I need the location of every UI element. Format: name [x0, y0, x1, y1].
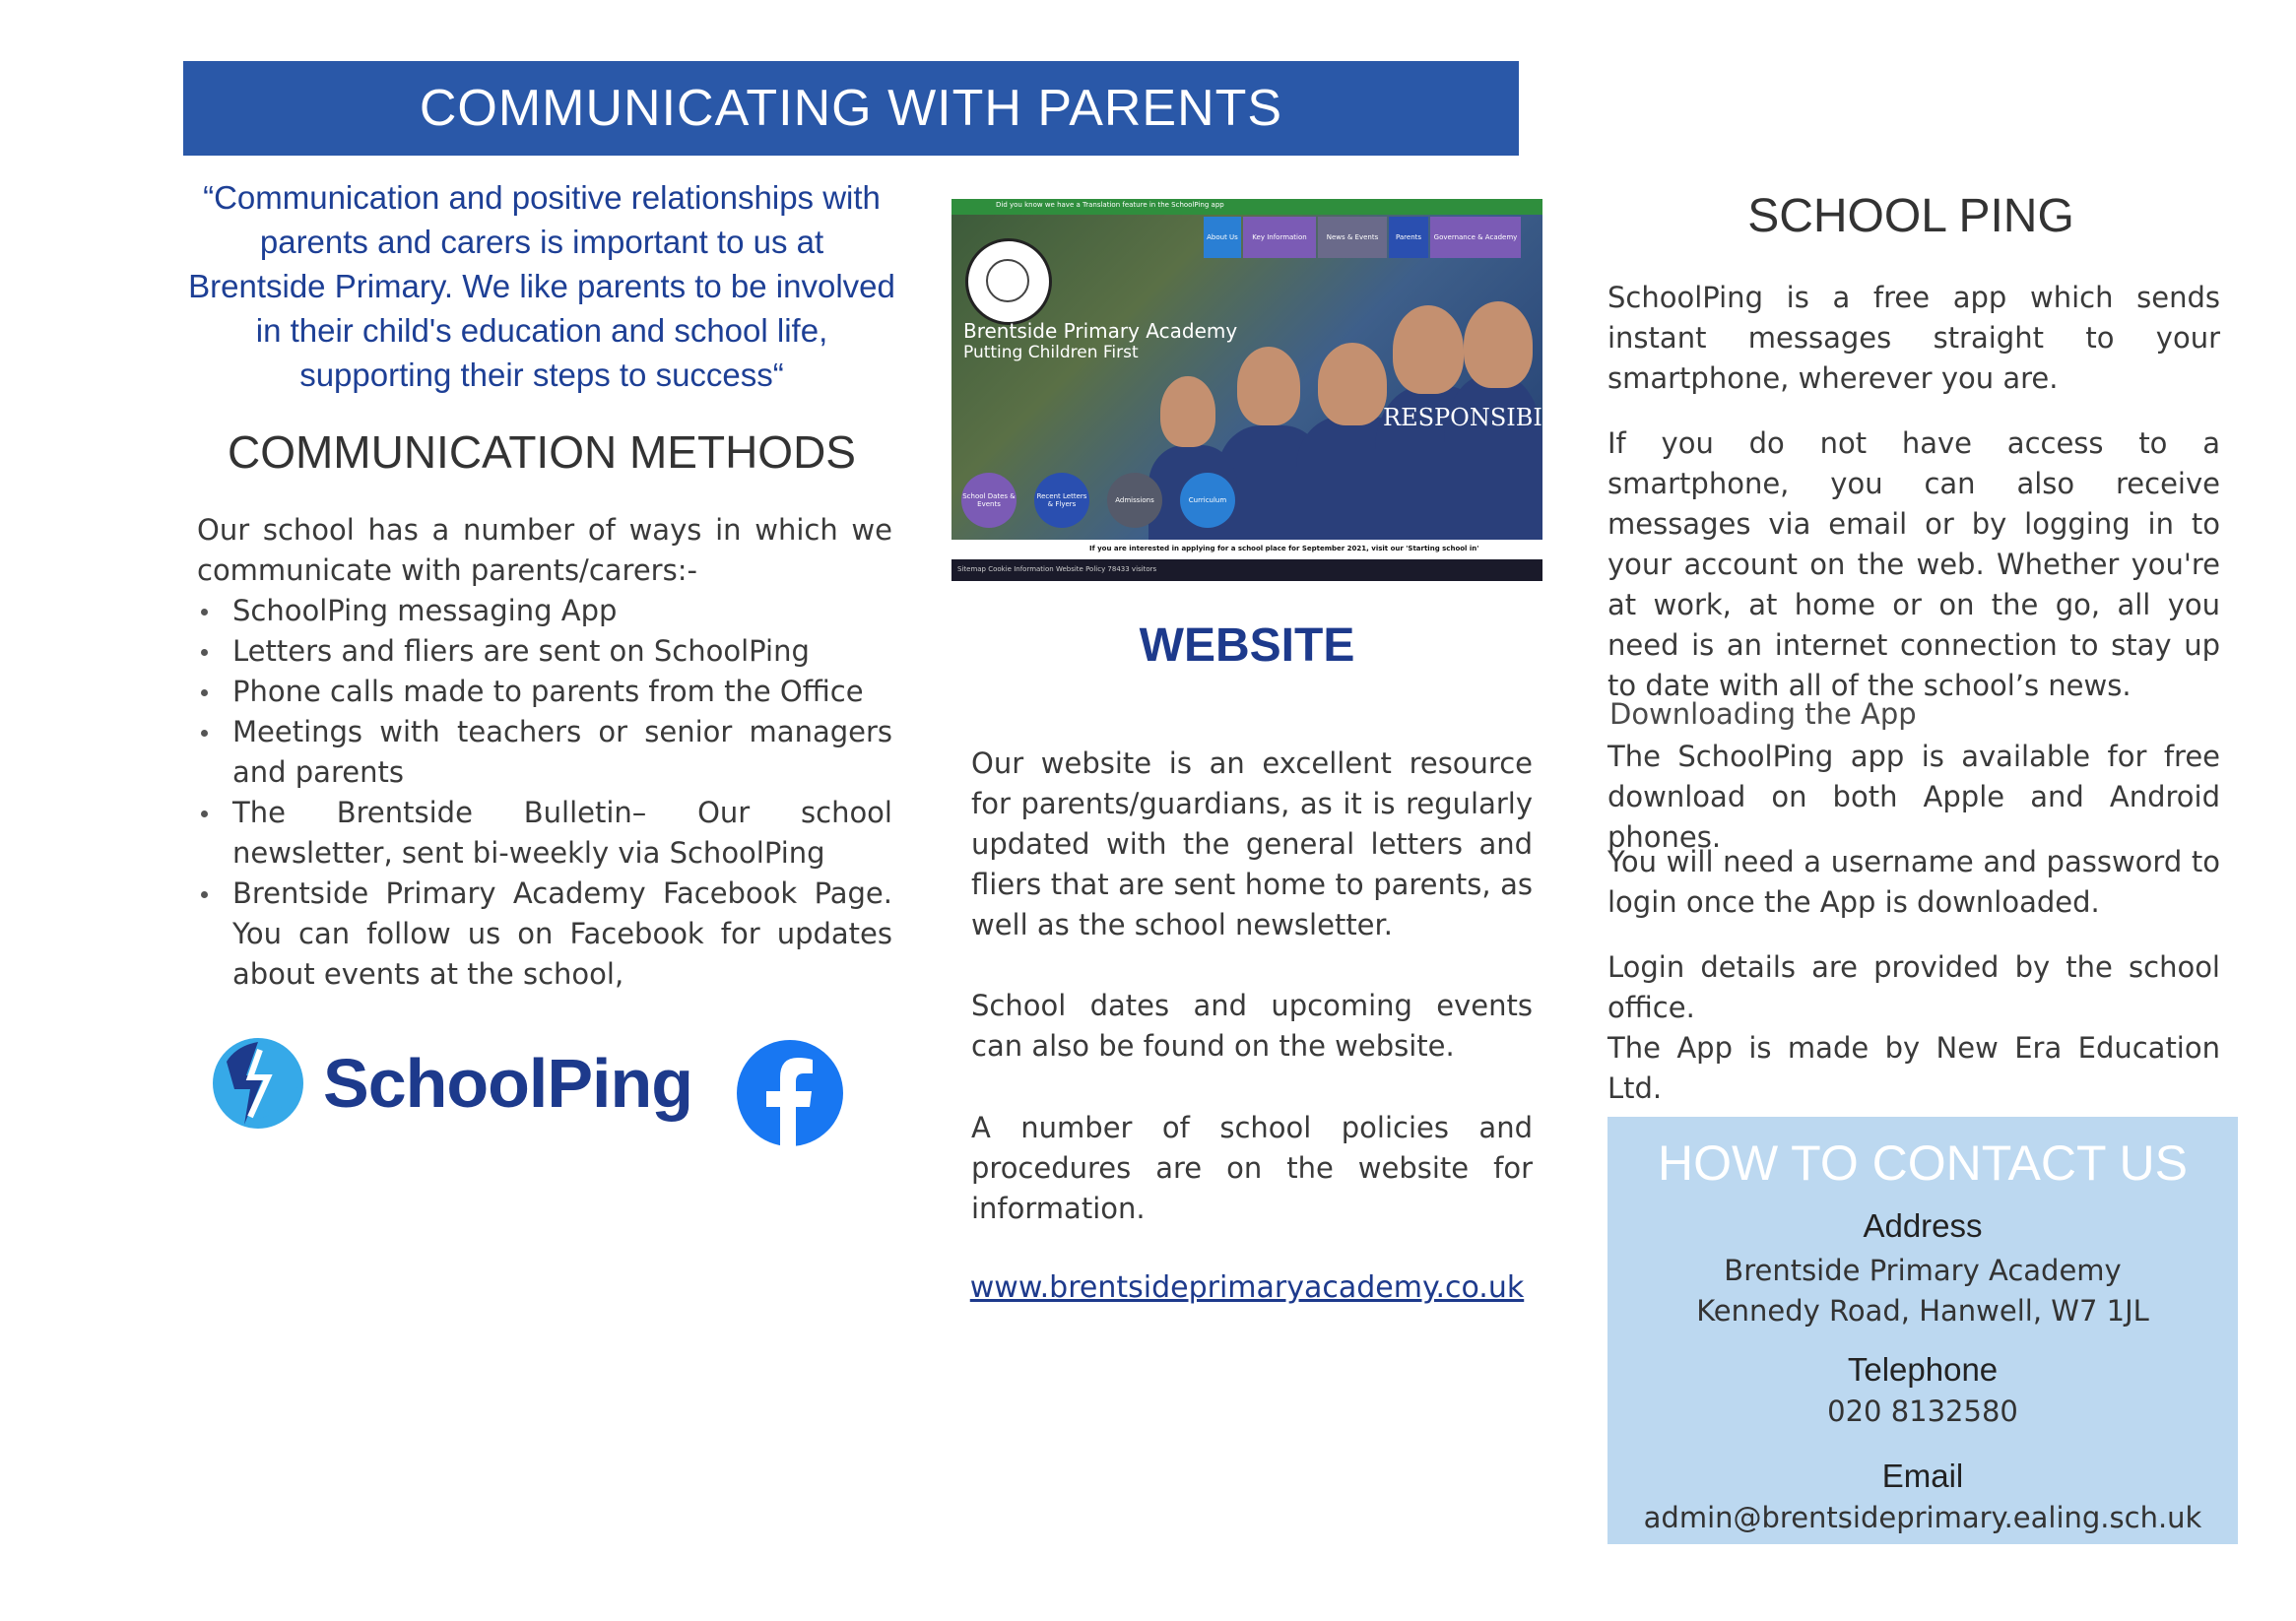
- website-screenshot: [951, 199, 1600, 581]
- list-item: The Brentside Bulletin– Our school newsletter, sent bi-weekly via SchoolPing: [197, 793, 892, 874]
- photo-child: [1393, 305, 1464, 394]
- schoolping-wordmark: SchoolPing: [323, 1045, 692, 1122]
- photo-child: [1237, 347, 1300, 425]
- photo-child: [1318, 343, 1387, 425]
- list-item: Meetings with teachers or senior managers and parents: [197, 712, 892, 793]
- page-title: COMMUNICATING WITH PARENTS: [419, 80, 1283, 137]
- email-value[interactable]: admin@brentsideprimary.ealing.sch.uk: [1643, 1501, 2202, 1534]
- schoolping-paragraph-6: The App is made by New Era Education Ltd.: [1607, 1031, 2220, 1105]
- website-heading: WEBSITE: [1139, 619, 1355, 672]
- list-item: Brentside Primary Academy Facebook Page. You can follow us on Facebook for updates about events at the school,: [197, 874, 892, 995]
- schoolping-paragraph-5: Login details are provided by the school office.: [1607, 950, 2220, 1024]
- schoolping-paragraph-3: The SchoolPing app is available for free download on both Apple and Android phones.: [1607, 740, 2220, 854]
- website-tagline: Putting Children First: [963, 343, 1139, 362]
- website-paragraph-1: Our website is an excellent resource for parents/guardians, as it is regularly updated with the general letters and fliers that are sent home to parents, as well as the school newsletter.: [971, 746, 1533, 941]
- website-paragraph-2: School dates and upcoming events can also be found on the website.: [971, 989, 1533, 1063]
- list-item: Phone calls made to parents from the Office: [197, 672, 892, 712]
- telephone-label: Telephone: [1847, 1351, 1999, 1388]
- school-quote: “Communication and positive relationships with parents and carers is important to us at Brentside Primary. We like parents to be involved in their child's education and school life, supporting their steps to success“: [188, 179, 895, 393]
- schoolping-paragraph-4: You will need a username and password to login once the App is downloaded.: [1607, 845, 2220, 919]
- website-footer: Sitemap Cookie Information Website Policy 78433 visitors: [951, 559, 1542, 581]
- school-crest-icon: [965, 238, 1052, 325]
- website-info-bar: If you are interested in applying for a school place for September 2021, visit our 'Starting school in': [951, 540, 1542, 559]
- address-label: Address: [1863, 1207, 1983, 1244]
- nav-parents: Parents: [1389, 217, 1428, 258]
- methods-heading: COMMUNICATION METHODS: [227, 426, 856, 478]
- website-paragraph-3: A number of school policies and procedures are on the website for information.: [971, 1111, 1533, 1225]
- website-school-name: Brentside Primary Academy: [963, 319, 1238, 343]
- facebook-logo: [735, 1038, 845, 1152]
- lightning-bolt-icon: [207, 1032, 309, 1135]
- methods-list: [197, 591, 892, 995]
- address-line-2: Kennedy Road, Hanwell, W7 1JL: [1696, 1294, 2149, 1328]
- telephone-value: 020 8132580: [1827, 1394, 2018, 1428]
- nav-key-information: Key Information: [1243, 217, 1316, 258]
- website-value-word: RESPONSIBILITY: [1383, 404, 1600, 431]
- photo-child: [1160, 376, 1215, 447]
- website-notice-bar: Did you know we have a Translation feature in the SchoolPing app: [951, 199, 1542, 215]
- nav-governance: Governance & Academy: [1430, 217, 1521, 258]
- nav-about-us: About Us: [1204, 217, 1241, 258]
- email-label: Email: [1881, 1458, 1964, 1494]
- facebook-icon: [735, 1038, 845, 1148]
- schoolping-heading: SCHOOL PING: [1747, 190, 2074, 242]
- circle-curriculum: Curriculum: [1180, 473, 1235, 528]
- list-item: SchoolPing messaging App: [197, 591, 892, 631]
- circle-recent-letters: Recent Letters & Flyers: [1034, 473, 1089, 528]
- schoolping-paragraph-2: If you do not have access to a smartphone, you can also receive messages via email or by logging in to your account on the web. Whether you're at work, at home or on the go, all you need is an internet connection to stay up to date with all of the school’s news.: [1607, 426, 2220, 702]
- download-subheading: Downloading the App: [1609, 697, 1917, 731]
- page-banner: [183, 61, 1519, 156]
- schoolping-paragraph-1: SchoolPing is a free app which sends instant messages straight to your smartphone, wherever you are.: [1607, 281, 2220, 395]
- photo-child: [1464, 301, 1533, 388]
- nav-news-events: News & Events: [1318, 217, 1387, 258]
- contact-title: HOW TO CONTACT US: [1658, 1135, 2188, 1191]
- website-link[interactable]: www.brentsideprimaryacademy.co.uk: [969, 1270, 1525, 1305]
- circle-admissions: Admissions: [1107, 473, 1162, 528]
- address-line-1: Brentside Primary Academy: [1724, 1254, 2122, 1287]
- schoolping-logo: [207, 1032, 692, 1135]
- methods-intro: Our school has a number of ways in which we communicate with parents/carers:-: [197, 513, 892, 587]
- circle-school-dates: School Dates & Events: [961, 473, 1017, 528]
- photo-child: [1444, 376, 1542, 544]
- list-item: Letters and fliers are sent on SchoolPing: [197, 631, 892, 672]
- contact-box: [1607, 1117, 2238, 1544]
